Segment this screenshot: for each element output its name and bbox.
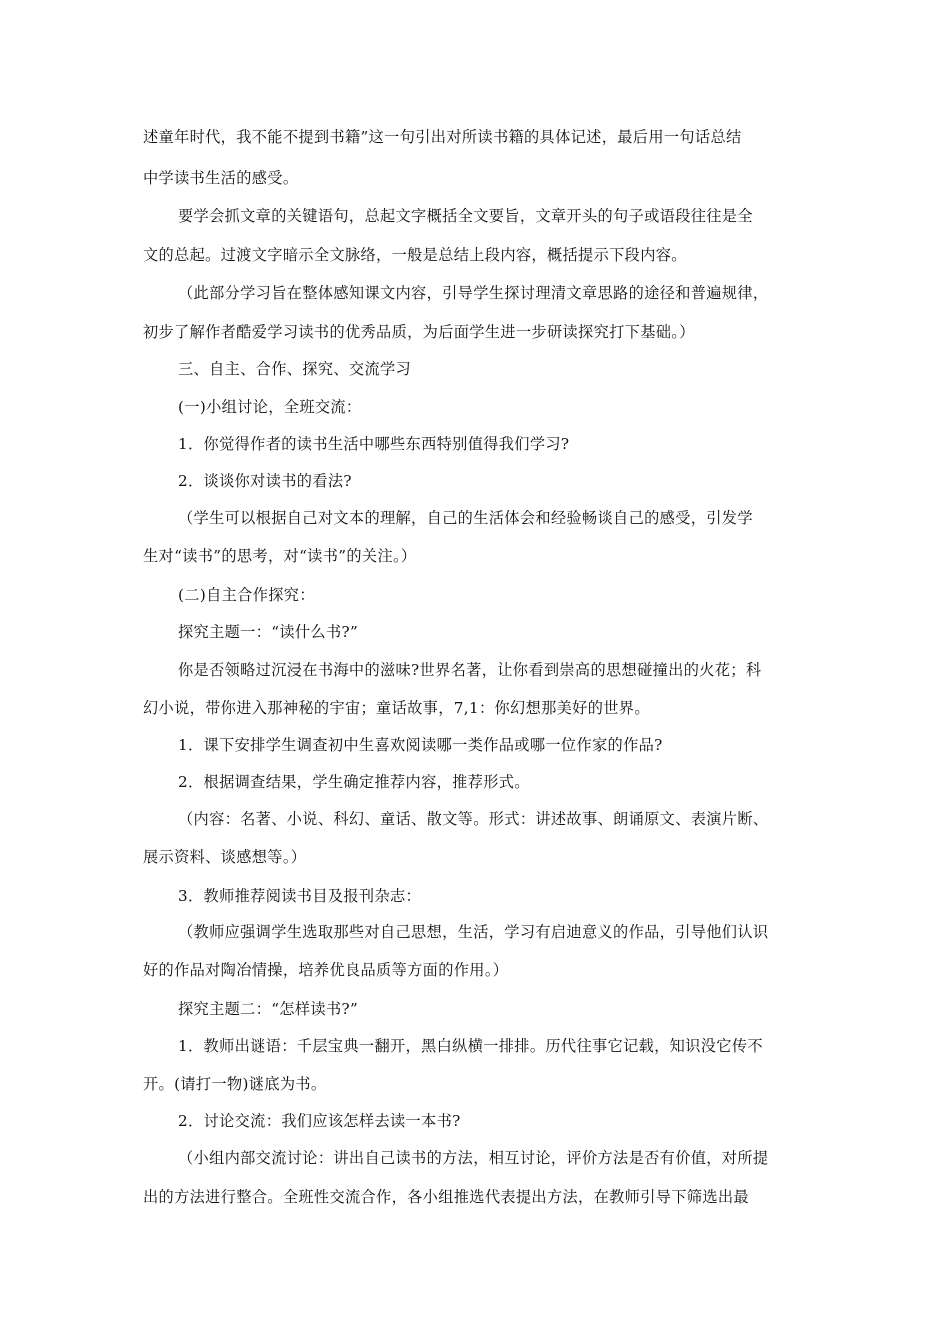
text-line-16: 幻小说，带你进入那神秘的宇宙；童话故事，7,1：你幻想那美好的世界。 (143, 699, 650, 717)
text-line-5: （此部分学习旨在整体感知课文内容，引导学生探讨理清文章思路的途径和普遍规律， (178, 284, 769, 302)
text-line-19: （内容：名著、小说、科幻、童话、散文等。形式：讲述故事、朗诵原文、表演片断、 (178, 810, 769, 828)
text-line-11: （学生可以根据自己对文本的理解，自己的生活体会和经验畅谈自己的感受，引发学 (178, 509, 753, 527)
text-line-3: 要学会抓文章的关键语句，总起文字概括全文要旨，文章开头的句子或语段往往是全 (178, 207, 753, 225)
topic-heading-2: 探究主题二：“怎样读书?” (178, 1000, 359, 1018)
text-line-2: 中学读书生活的感受。 (143, 169, 299, 187)
text-line-20: 展示资料、谈感想等。） (143, 848, 307, 866)
text-line-25: 1．教师出谜语：千层宝典一翻开，黑白纵横一排排。历代往事它记载，知识没它传不 (178, 1037, 763, 1055)
text-line-22: （教师应强调学生选取那些对自己思想，生活，学习有启迪意义的作品，引导他们认识 (178, 923, 769, 941)
text-line-1: 述童年时代，我不能不提到书籍”这一句引出对所读书籍的具体记述，最后用一句话总结 (143, 128, 742, 146)
text-line-29: 出的方法进行整合。全班性交流合作，各小组推选代表提出方法，在教师引导下筛选出最 (143, 1188, 749, 1206)
text-line-23: 好的作品对陶冶情操，培养优良品质等方面的作用。） (143, 961, 509, 979)
text-line-15: 你是否领略过沉浸在书海中的滋味?世界名著，让你看到崇高的思想碰撞出的火花；科 (178, 661, 762, 679)
text-line-28: （小组内部交流讨论：讲出自己读书的方法，相互讨论，评价方法是否有价值，对所提 (178, 1149, 769, 1167)
text-line-12: 生对“读书”的思考，对“读书”的关注。） (143, 547, 417, 565)
text-line-17: 1．课下安排学生调查初中生喜欢阅读哪一类作品或哪一位作家的作品? (178, 736, 663, 754)
text-line-26: 开。(请打一物)谜底为书。 (143, 1075, 327, 1093)
subsection-heading-2: (二)自主合作探究： (178, 586, 315, 604)
text-line-18: 2．根据调查结果，学生确定推荐内容，推荐形式。 (178, 773, 530, 791)
text-line-10: 2．谈谈你对读书的看法? (178, 472, 352, 490)
text-line-6: 初步了解作者酷爱学习读书的优秀品质，为后面学生进一步研读探究打下基础。） (143, 323, 695, 341)
text-line-21: 3．教师推荐阅读书目及报刊杂志： (178, 887, 422, 905)
text-line-9: 1．你觉得作者的读书生活中哪些东西特别值得我们学习? (178, 435, 570, 453)
text-line-4: 文的总起。过渡文字暗示全文脉络，一般是总结上段内容，概括提示下段内容。 (143, 246, 687, 264)
text-line-27: 2．讨论交流：我们应该怎样去读一本书? (178, 1112, 461, 1130)
subsection-heading-1: (一)小组讨论，全班交流： (178, 398, 362, 416)
section-heading-3: 三、自主、合作、探究、交流学习 (178, 360, 412, 378)
topic-heading-1: 探究主题一：“读什么书?” (178, 623, 359, 641)
